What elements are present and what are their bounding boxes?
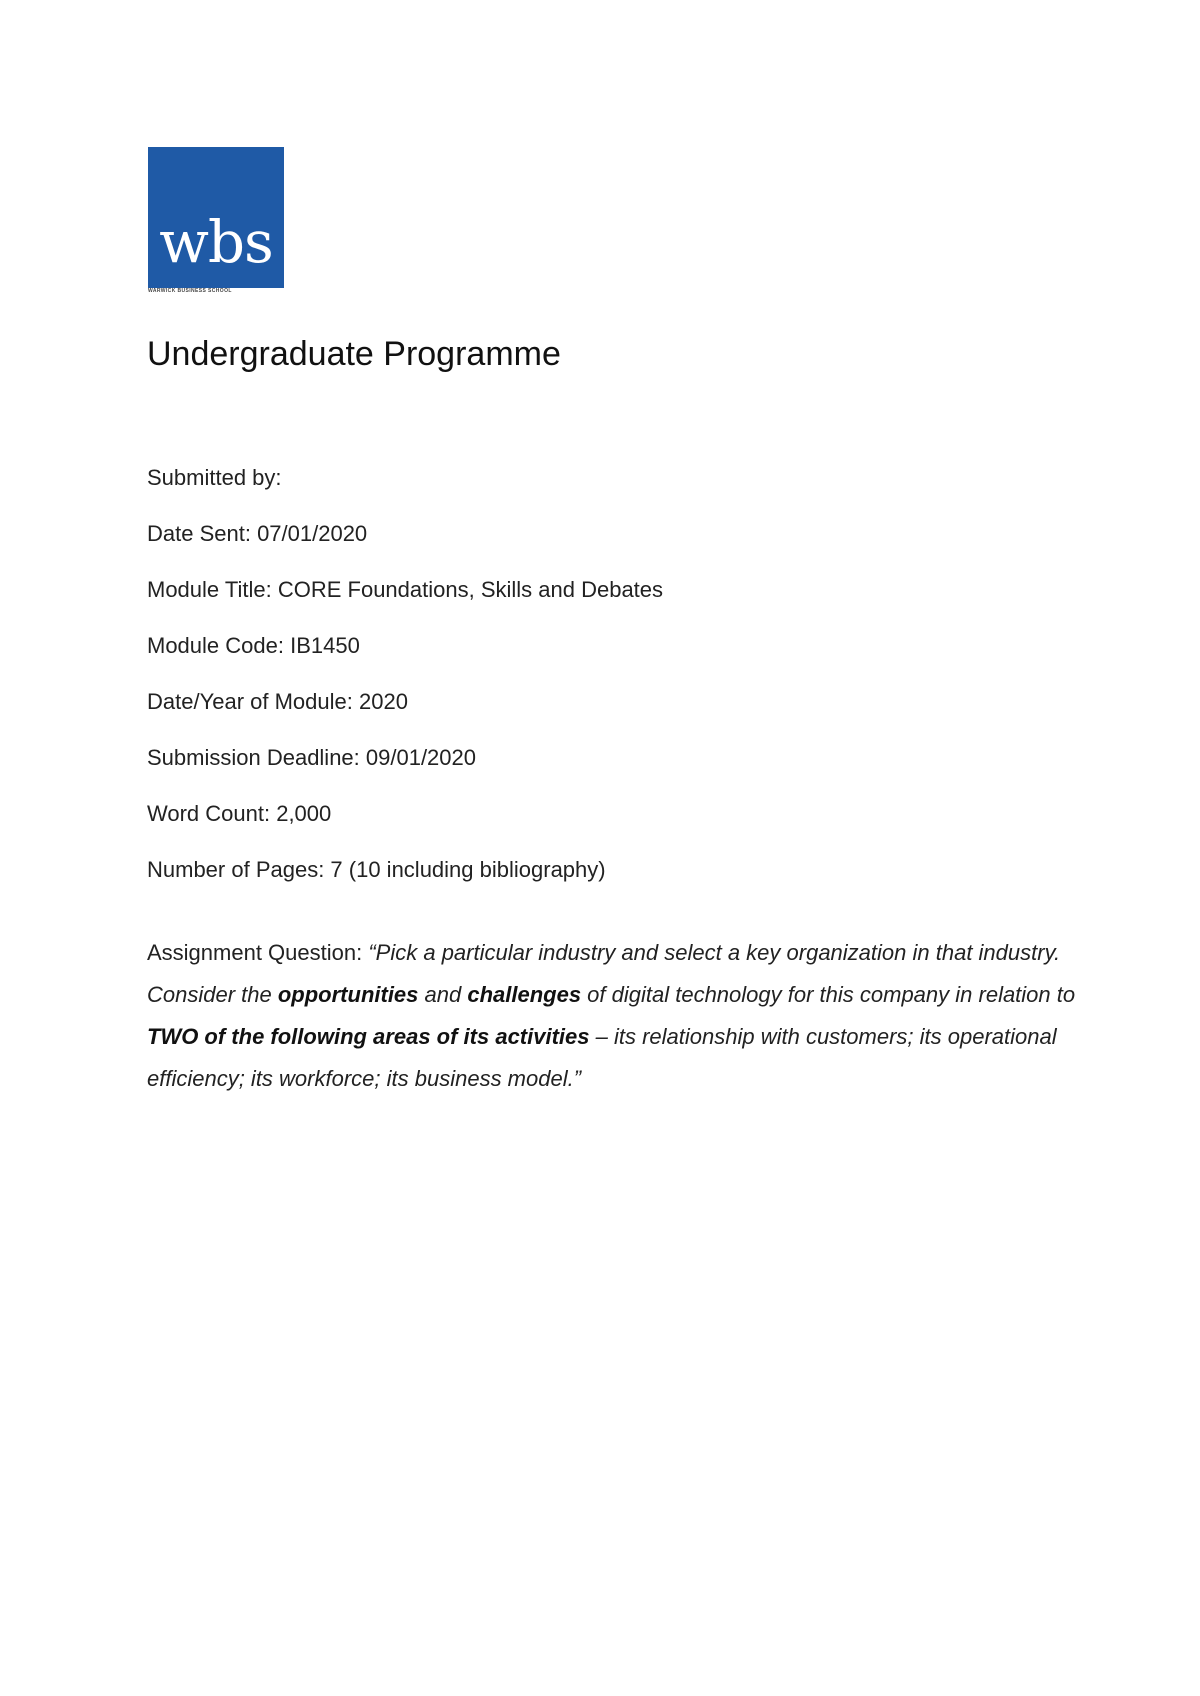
field-submission-deadline: Submission Deadline: 09/01/2020 bbox=[147, 745, 477, 770]
logo-text: wbs bbox=[159, 208, 273, 276]
field-module-title: Module Title: CORE Foundations, Skills and Debates bbox=[147, 577, 664, 602]
emphasis-opportunities: opportunities bbox=[277, 982, 419, 1007]
emphasis-two-areas: TWO of the following areas of its activities bbox=[147, 1024, 590, 1049]
assignment-question bbox=[147, 932, 1077, 1100]
field-word-count: Word Count: 2,000 bbox=[147, 801, 332, 826]
page-title: Undergraduate Programme bbox=[147, 335, 561, 373]
emphasis-challenges: challenges bbox=[467, 982, 582, 1007]
field-module-code: Module Code: IB1450 bbox=[147, 633, 360, 658]
field-submitted-by: Submitted by: bbox=[147, 465, 282, 490]
field-date-sent: Date Sent: 07/01/2020 bbox=[147, 521, 368, 546]
logo-box bbox=[148, 147, 284, 288]
question-part-2: and bbox=[418, 982, 468, 1007]
wbs-logo bbox=[148, 147, 284, 294]
question-part-1: Pick a particular industry and select a key organization in that industry. Consider the bbox=[147, 940, 1061, 1007]
assignment-label: Assignment Question: bbox=[147, 940, 369, 965]
question-part-4: – its relationship with customers; its operational efficiency; its workforce; its business model. bbox=[147, 1024, 1057, 1091]
submission-details bbox=[147, 462, 1077, 910]
field-number-of-pages: Number of Pages: 7 (10 including bibliography) bbox=[147, 857, 606, 882]
field-module-year: Date/Year of Module: 2020 bbox=[147, 689, 408, 714]
close-quote: ” bbox=[573, 1066, 582, 1091]
open-quote: “ bbox=[368, 940, 376, 965]
question-part-3: of digital technology for this company in relation to bbox=[581, 982, 1076, 1007]
logo-subtitle: WARWICK BUSINESS SCHOOL bbox=[148, 288, 232, 294]
